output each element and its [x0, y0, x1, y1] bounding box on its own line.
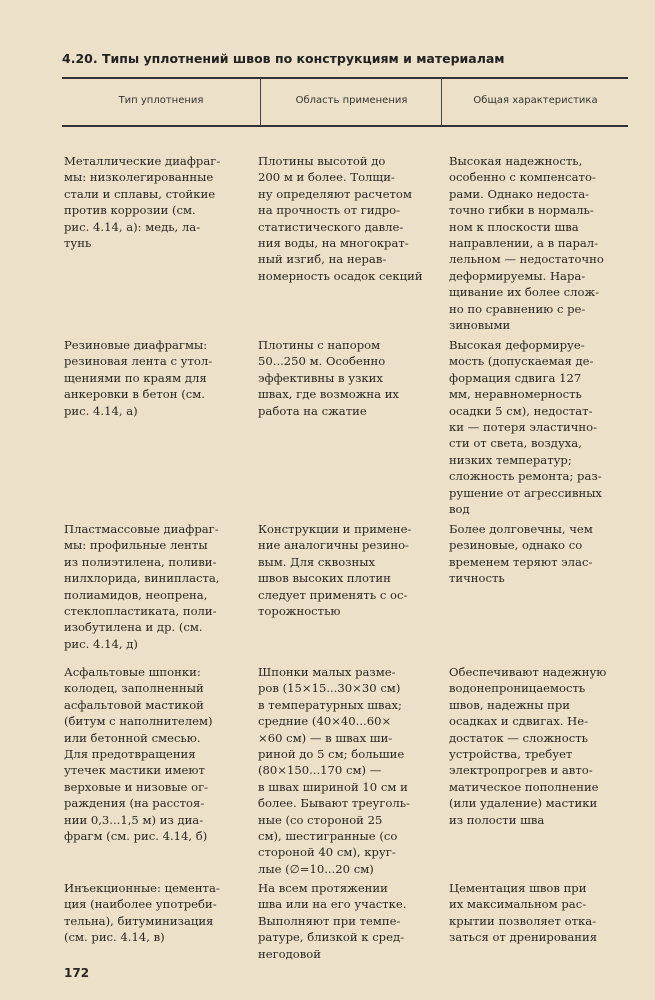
- row-2-characteristic: Высокая деформируе- мость (допускаемая де- формация сдвига 127 мм, неравномерность осадки 5 см), недостат- ки — потеря эластично- сти от света, воздуха, низких температур; сложность ремонта; раз- рушение от агрессивных вод: [449, 338, 602, 517]
- row-5-application: На всем протяжении шва или на его участке. Выполняют при темпе- ратуре, близкой к сред- негодовой: [258, 881, 407, 961]
- row-1-characteristic: Высокая надежность, особенно с компенсато- рами. Однако недоста- точно гибки в нормаль- ном к плоскости шва направлении, а в парал- лельном — недостаточно деформируемы. Нара- щивание их более слож- но по сравнению с ре- зиновыми: [449, 154, 604, 333]
- header-divider-1: [260, 78, 261, 125]
- column-header-type: Тип уплотнения: [118, 95, 204, 106]
- header-top-rule: [62, 77, 628, 79]
- column-header-characteristic: Общая характеристика: [473, 95, 598, 106]
- page-number: 172: [64, 966, 90, 980]
- row-1-application: Плотины высотой до 200 м и более. Толщи- ну определяют расчетом на прочность от гидро- статистического давле- ния воды, на многократ- ный изгиб, на нерав- номерность осадок секций: [258, 154, 423, 283]
- row-3-type: Пластмассовые диафраг- мы: профильные ленты из полиэтилена, поливи- нилхлорида, винипласта, полиамидов, неопрена, стеклопластиката, поли- изобутилена и др. (см. рис. 4.14, д): [64, 522, 220, 651]
- row-4-application: Шпонки малых разме- ров (15×15...30×30 см) в температурных швах; средние (40×40...60× ×60 см) — в швах ши- риной до 5 см; большие (80×150...170 см) — в швах шириной 10 см и более. Бывают треуголь- ные (со стороной 25 см), шестигранные (со стороной 40 см), круг- лые (∅=10...20 см): [258, 665, 410, 876]
- row-4-characteristic: Обеспечивают надежную водонепроницаемость швов, надежны при осадках и сдвигах. Не- достаток — сложность устройства, требует электропрогрев и авто- матическое пополнение (или удаление) мастики из полости шва: [449, 665, 607, 827]
- header-divider-2: [441, 78, 442, 125]
- row-3-application: Конструкции и примене- ние аналогичны резино- вым. Для сквозных швов высоких плотин следует применять с ос- торожностью: [258, 522, 412, 619]
- row-3-characteristic: Более долговечны, чем резиновые, однако со временем теряют элас- тичность: [449, 522, 593, 586]
- row-2-application: Плотины с напором 50...250 м. Особенно эффективны в узких швах, где возможна их работа на сжатие: [258, 338, 399, 418]
- row-5-type: Инъекционные: цемента- ция (наиболее употреби- тельна), битуминизация (см. рис. 4.14, в): [64, 881, 220, 945]
- row-5-characteristic: Цементация швов при их максимальном рас- крытии позволяет отка- заться от дренирования: [449, 881, 598, 945]
- row-1-type: Металлические диафраг- мы: низколегированные стали и сплавы, стойкие против коррозии (см. рис. 4.14, а): медь, ла- тунь: [64, 154, 221, 251]
- column-header-application: Область применения: [295, 95, 408, 106]
- row-2-type: Резиновые диафрагмы: резиновая лента с утол- щениями по краям для анкеровки в бетон (см. рис. 4.14, а): [64, 338, 213, 418]
- header-bottom-rule: [62, 125, 628, 127]
- table-title: 4.20. Типы уплотнений швов по конструкциям и материалам: [62, 51, 505, 66]
- row-4-type: Асфальтовые шпонки: колодец, заполненный асфальтовой мастикой (битум с наполнителем) или бетонной смесью. Для предотвращения утечек мастики имеют верховые и низовые ог- раждения (на расстоя- нии 0,3...1,5 м) из диа- фрагм (см. рис. 4.14, б): [64, 665, 213, 844]
